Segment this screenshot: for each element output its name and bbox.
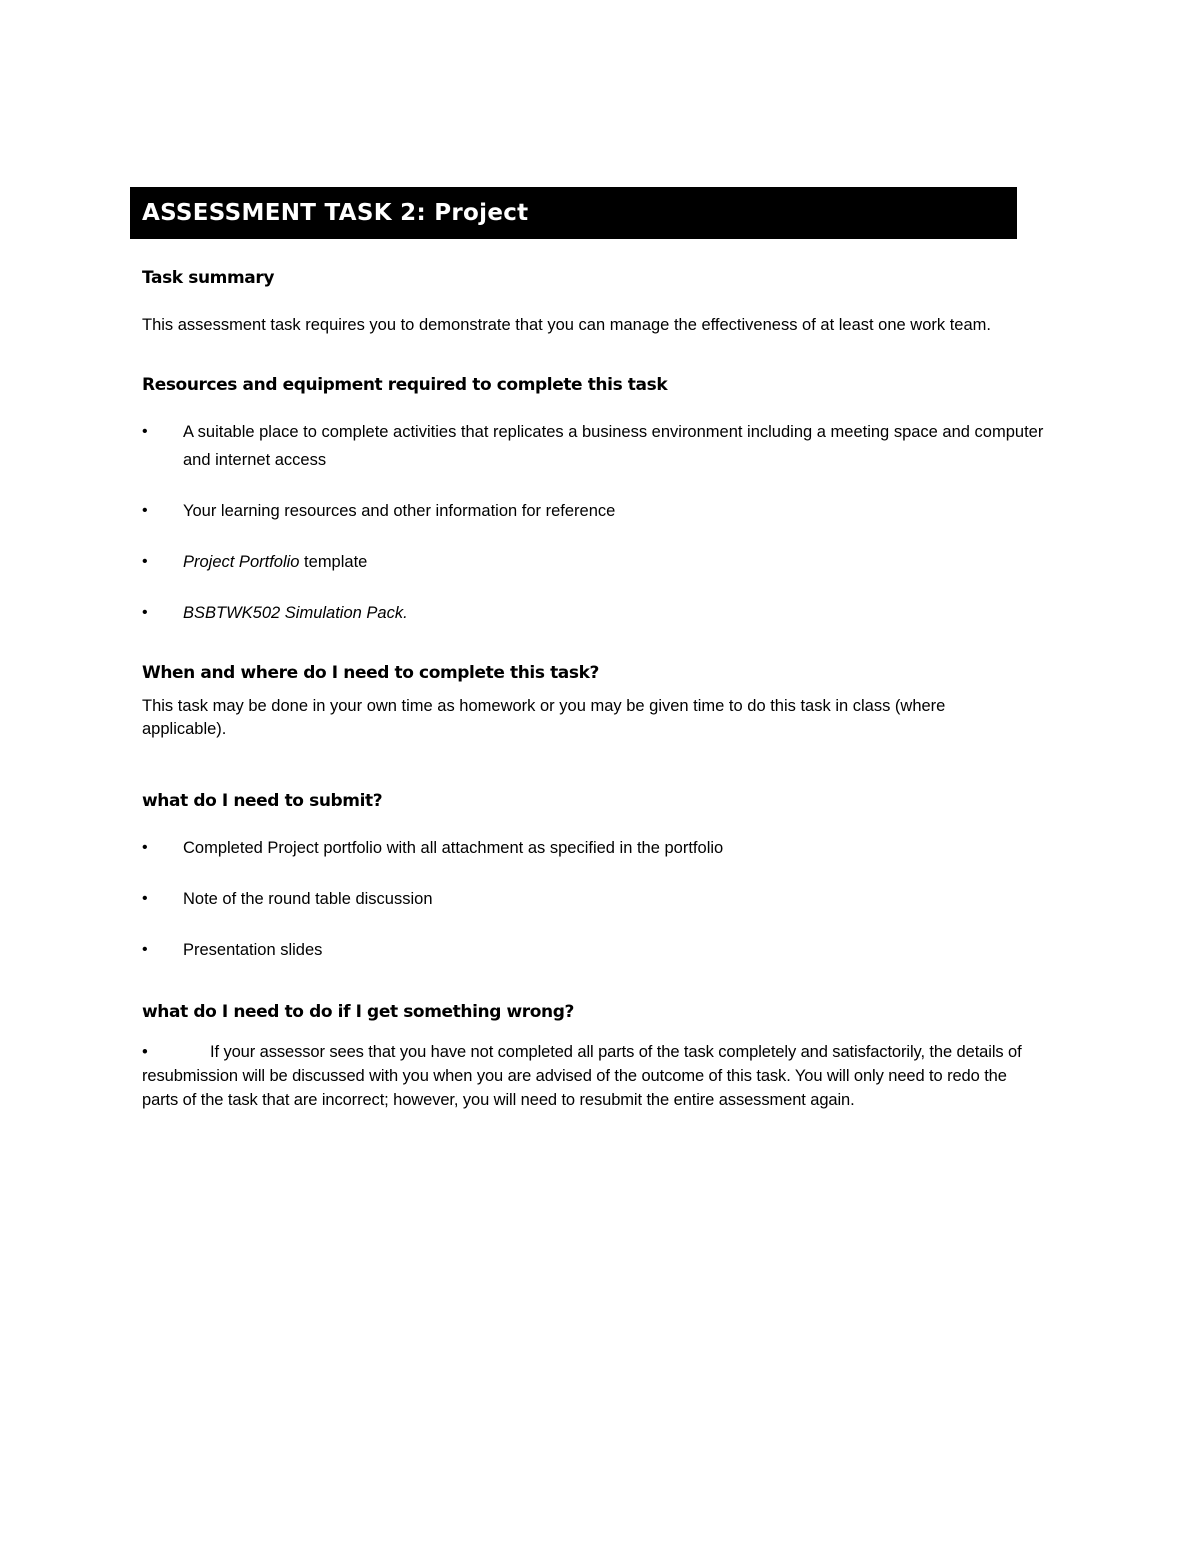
bullet-icon: • bbox=[142, 502, 148, 519]
submit-heading: what do I need to submit? bbox=[142, 791, 383, 811]
document-body bbox=[142, 262, 1047, 1112]
submit-list bbox=[142, 834, 1047, 964]
list-item bbox=[142, 548, 1047, 576]
task-summary-text: This assessment task requires you to demonstrate that you can manage the effectiveness of at least one work team. bbox=[142, 316, 991, 334]
resources-list bbox=[142, 418, 1047, 627]
task-summary-heading: Task summary bbox=[142, 268, 275, 288]
submit-item-text: Completed Project portfolio with all attachment as specified in the portfolio bbox=[183, 839, 724, 857]
assessment-title: ASSESSMENT TASK 2: Project bbox=[142, 200, 529, 226]
resource-item-text: Your learning resources and other information for reference bbox=[183, 502, 616, 520]
wrong-heading: what do I need to do if I get something wrong? bbox=[142, 1002, 574, 1022]
resource-item-italic: Project Portfolio bbox=[183, 553, 300, 571]
bullet-icon: • bbox=[142, 890, 148, 907]
wrong-text: If your assessor sees that you have not completed all parts of the task completely and satisfactorily, the details of resubmission will be discussed with you when you are advised of the outcome of this task. You will only need to redo the parts of the task that are incorrect; however, you will need to resubmit the entire assessment again. bbox=[142, 1043, 1022, 1109]
list-item bbox=[142, 497, 1047, 525]
bullet-icon: • bbox=[142, 553, 148, 570]
resource-item-text: template bbox=[299, 553, 368, 571]
resource-item-italic: BSBTWK502 Simulation Pack. bbox=[183, 604, 408, 622]
list-item bbox=[142, 936, 1047, 964]
wrong-text-paragraph bbox=[142, 1040, 1042, 1112]
assessment-title-banner bbox=[130, 187, 1017, 239]
when-where-text: This task may be done in your own time as homework or you may be given time to do this task in class (where applicable). bbox=[142, 697, 946, 738]
resource-item-text: A suitable place to complete activities that replicates a business environment including a meeting space and computer and internet access bbox=[183, 423, 1044, 469]
bullet-icon: • bbox=[142, 423, 148, 440]
bullet-icon: • bbox=[142, 604, 148, 621]
bullet-icon: • bbox=[142, 1043, 148, 1061]
list-item bbox=[142, 418, 1047, 474]
resources-heading: Resources and equipment required to complete this task bbox=[142, 375, 668, 395]
submit-item-text: Presentation slides bbox=[183, 941, 323, 959]
bullet-icon: • bbox=[142, 839, 148, 856]
list-item bbox=[142, 599, 1047, 627]
list-item bbox=[142, 885, 1047, 913]
list-item bbox=[142, 834, 1047, 862]
submit-item-text: Note of the round table discussion bbox=[183, 890, 433, 908]
when-where-heading: When and where do I need to complete this task? bbox=[142, 663, 599, 683]
bullet-icon: • bbox=[142, 941, 148, 958]
